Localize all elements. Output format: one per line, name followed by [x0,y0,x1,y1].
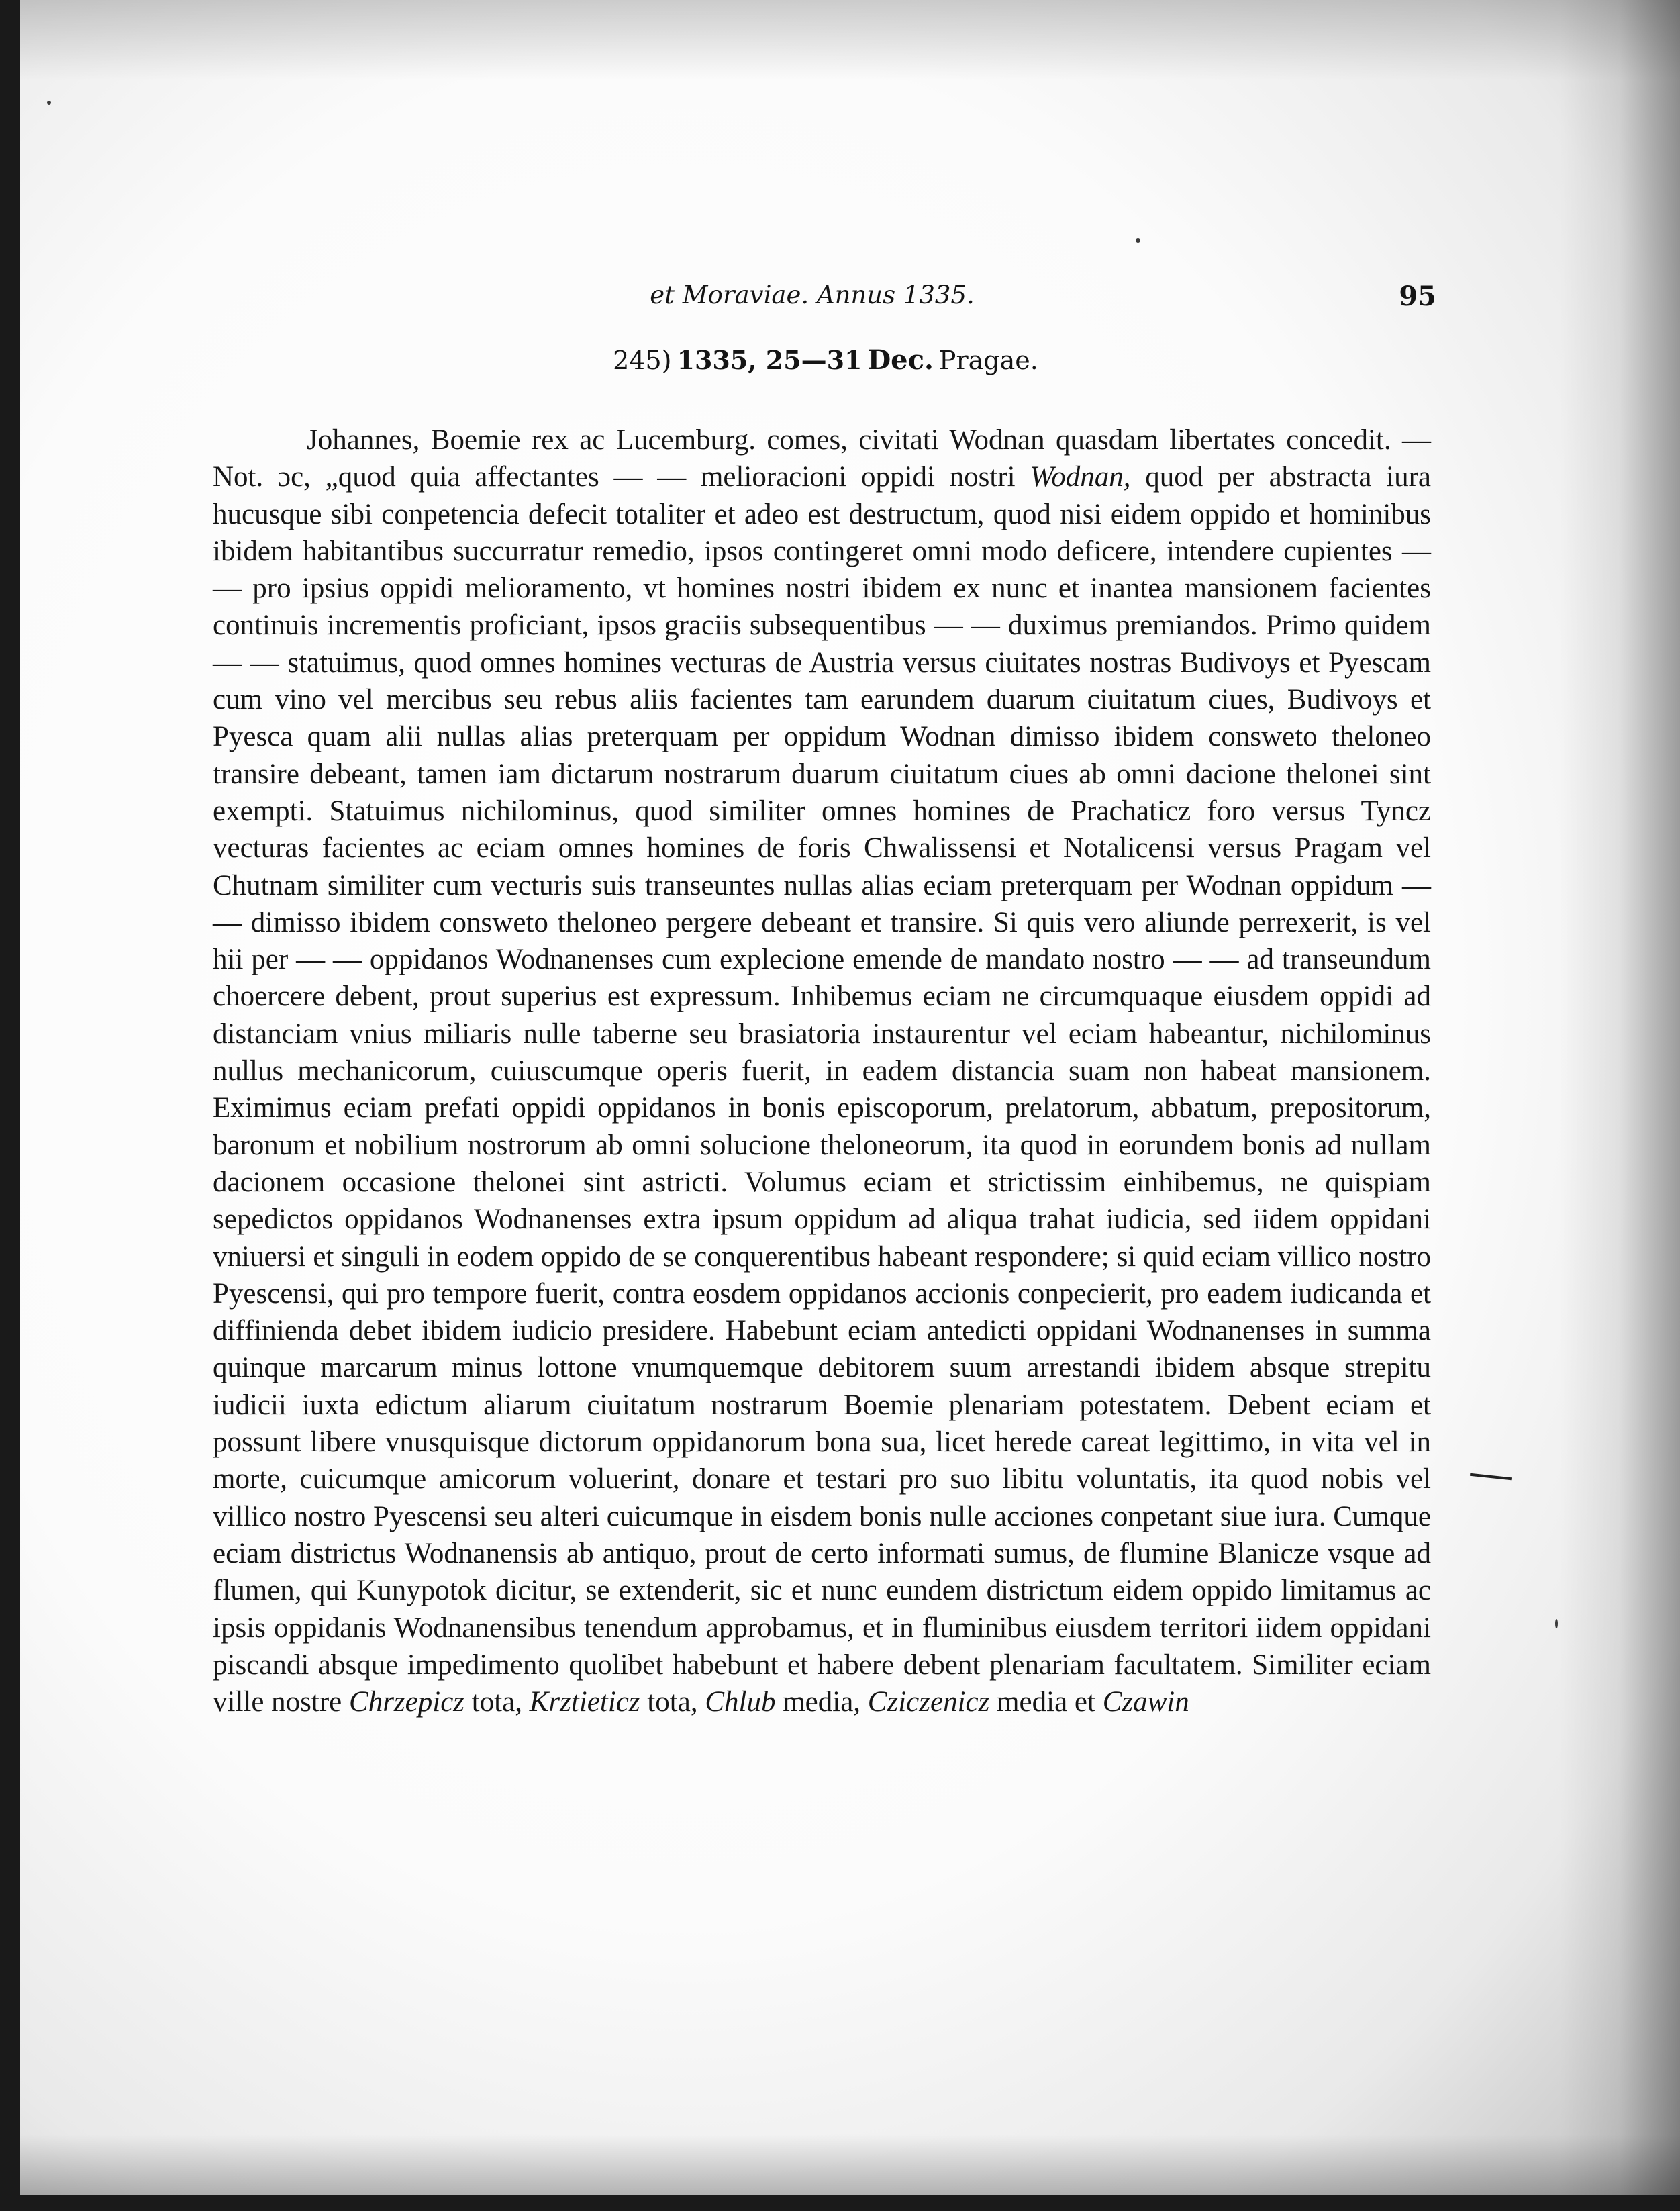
scanned-page [20,0,1680,2195]
document-heading [208,344,1443,376]
body-segment: media et [989,1686,1103,1718]
body-italic-segment: Krztieticz [529,1686,640,1718]
scan-speck [1555,1619,1558,1628]
scan-shadow-top [20,0,1680,81]
document-month: Dec. [867,344,934,376]
scan-speck [1136,238,1140,243]
body-segment: Johannes, Boemie rex ac Lucemburg. comes, civitati Wodnan quasdam libertates concedit. — Not. ɔc, „quod quia affectantes — — melioracioni oppidi nostri [213,424,1431,493]
scan-speck [47,101,51,105]
document-place: Pragae. [938,346,1038,375]
body-italic-segment: Czawin [1102,1686,1189,1718]
running-head [188,281,1436,321]
body-italic-segment: Wodnan, [1030,461,1131,493]
page-number: 95 [1399,281,1436,312]
margin-mark [1470,1473,1512,1480]
body-italic-segment: Chrzepicz [349,1686,465,1718]
scan-shadow-right [1559,0,1680,2195]
body-segment: tota, [640,1686,705,1718]
body-text [213,422,1431,1720]
document-number: 245) [613,346,672,375]
scan-shadow-bottom [20,2134,1680,2195]
body-italic-segment: Cziczenicz [867,1686,990,1718]
body-segment: quod per abstracta iura hucusque sibi conpetencia defecit totaliter et adeo est destructum, quod nisi eidem oppido et hominibus ibidem habitantibus succurratur remedio, ipsos contingeret omni modo deficere, intendere cupientes — — pro ipsius oppidi melioramento, vt homines nostri ibidem ex nunc et inantea mansionem facientes continuis incrementis proficiant, ipsos graciis subsequentibus — — duximus premiandos. Primo quidem — — statuimus, quod omnes homines vecturas de Austria versus ciuitates nostras Budivoys et Pyescam cum vino vel mercibus seu rebus aliis facientes tam earundem duarum ciuitatum ciues, Budivoys et Pyesca quam alii nullas alias preterquam per oppidum Wodnan dimisso ibidem consweto theloneo transire debeant, tamen iam dictarum nostrarum duarum ciuitatum ciues ab omni dacione thelonei sint exempti. Statuimus nichilominus, quod similiter omnes homines de Prachaticz foro versus Tyncz vecturas facientes ac eciam omnes homines de foris Chwalissensi et Notalicensi versus Pragam vel Chutnam similiter cum vecturis suis transeuntes nullas alias eciam preterquam per Wodnan oppidum — — dimisso ibidem consweto theloneo pergere debeant et transire. Si quis vero aliunde perrexerit, is vel hii per — — oppidanos Wodnanenses cum explecione emende de mandato nostro — — ad transeundum choercere debent, prout superius est expressum. Inhibemus eciam ne circumquaque eiusdem oppidi ad distanciam vnius miliaris nulle taberne seu brasiatoria instaurentur vel eciam habeantur, nichilominus nullus mechanicorum, cuiuscumque operis fuerit, in eadem distancia suam non habeat mansionem. Eximimus eciam prefati oppidi oppidanos in bonis episcoporum, prelatorum, abbatum, prepositorum, baronum et nobilium nostrorum ab omni solucione theloneorum, ita quod in eorundem bonis ad nullam dacionem occasione thelonei sint astricti. Volumus eciam et strictissim einhibemus, ne quispiam sepedictos oppidanos Wodnanenses extra ipsum oppidum ad aliqua trahat iudicia, sed iidem oppidani vniuersi et singuli in eodem oppido de se conquerentibus habeant respondere; si quid eciam villico nostro Pyescensi, qui pro tempore fuerit, contra eosdem oppidanos accionis conpecierit, pro eadem iudicanda et diffinienda debet ibidem iudicio presidere. Habebunt eciam antedicti oppidani Wodnanenses in summa quinque marcarum minus lottone vnumquemque debitorem suum arrestandi ibidem absque strepitu iudicii iuxta edictum aliarum ciuitatum nostrarum Boemie plenariam potestatem. Debent eciam et possunt libere vnusquisque dictorum oppidanorum bona sua, licet herede careat legittimo, in vita vel in morte, cuicumque amicorum voluerint, donare et testari pro suo libitu voluntatis, ita quod nobis vel villico nostro Pyescensi seu alteri cuicumque in eisdem bonis nulle acciones conpetant siue iura. Cumque eciam districtus Wodnanensis ab antiquo, prout de certo informati sumus, de flumine Blanicze vsque ad flumen, qui Kunypotok dicitur, se extenderit, sic et nunc eundem districtum eidem oppido limitamus ac ipsis oppidanis Wodnanensibus tenendum approbamus, et in fluminibus eiusdem territori iidem oppidani piscandi absque impedimento quolibet habebunt et habere debent plenariam facultatem. Similiter eciam ville nostre [213,461,1432,1718]
body-segment: tota, [464,1686,530,1718]
running-title: et Moraviae. Annus 1335. [650,281,975,309]
document-date: 1335, 25—31 [677,345,862,375]
body-segment: media, [775,1686,868,1718]
body-italic-segment: Chlub [705,1686,776,1718]
